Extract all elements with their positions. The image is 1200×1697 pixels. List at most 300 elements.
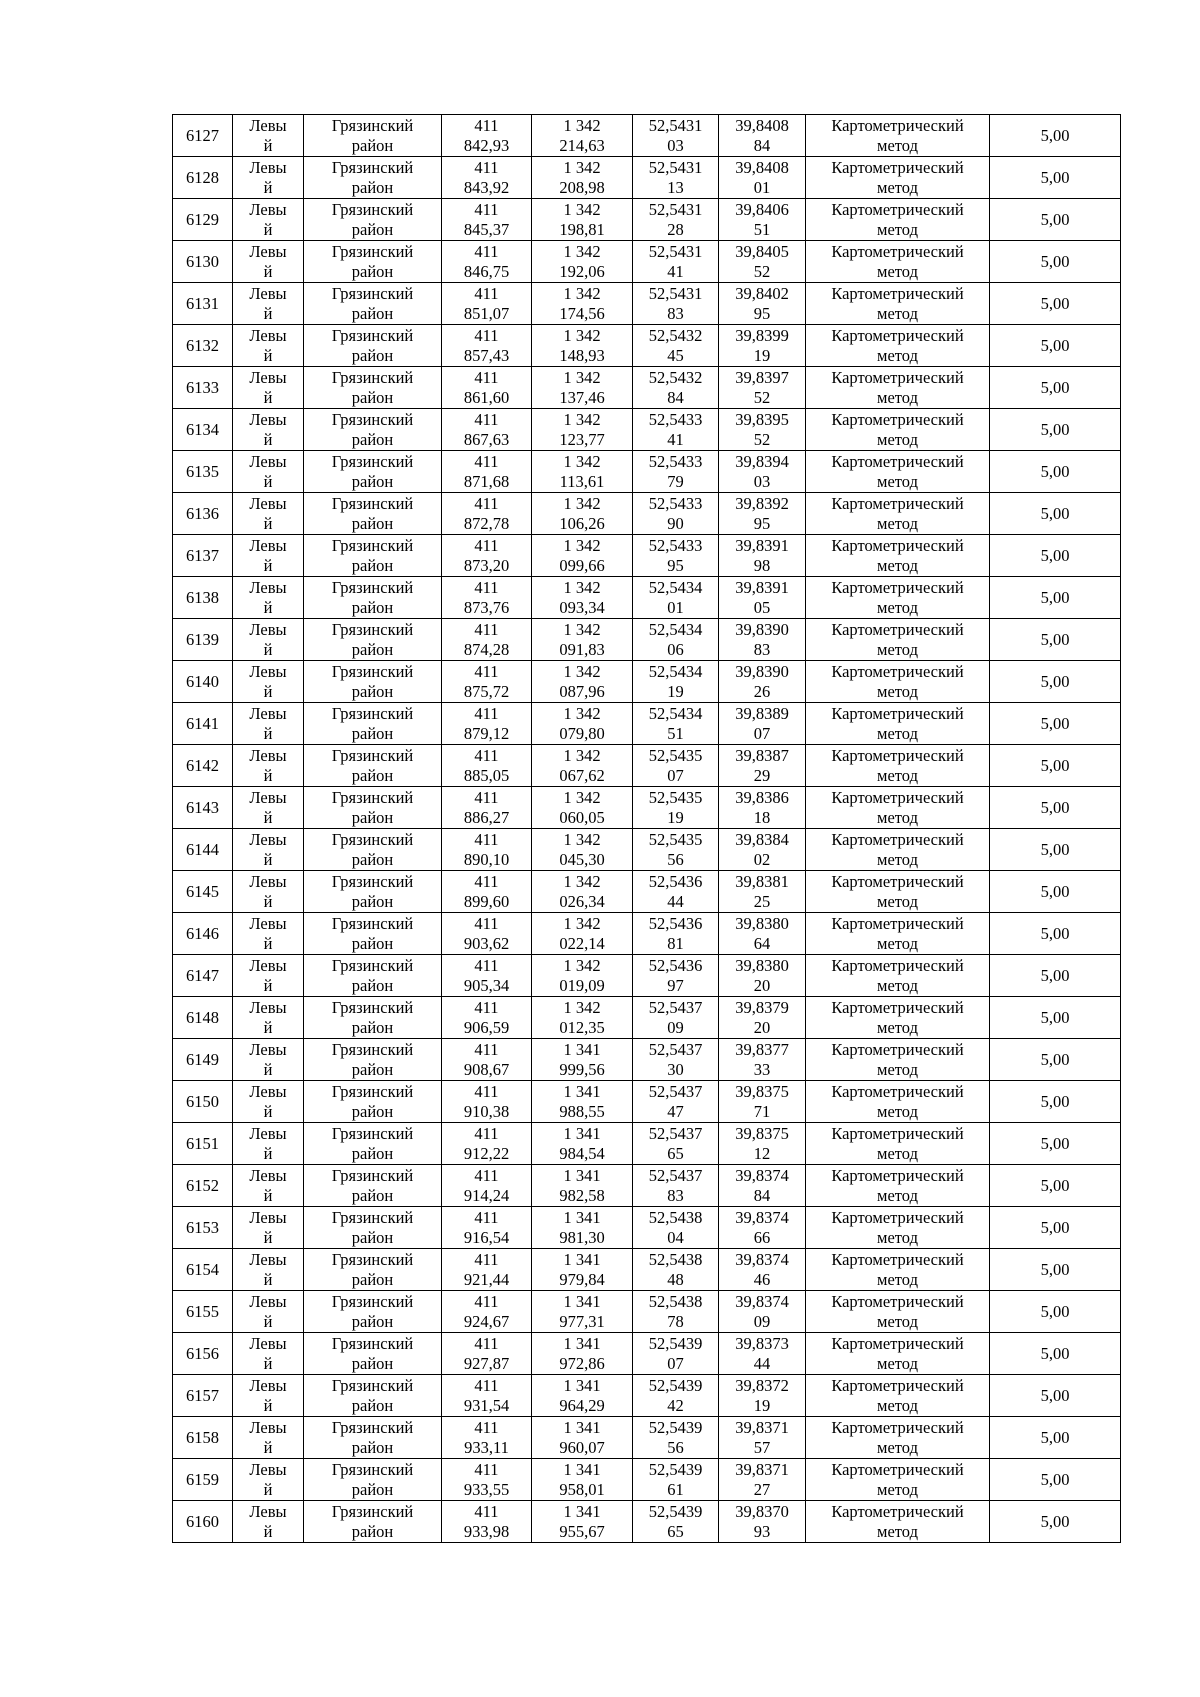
longitude-cell bbox=[719, 1459, 806, 1501]
method-cell bbox=[806, 745, 990, 787]
district-cell-line: Грязинский bbox=[331, 116, 414, 135]
accuracy-cell: 5,00 bbox=[990, 1081, 1121, 1123]
table-row bbox=[173, 1291, 1121, 1333]
y-coordinate-cell bbox=[532, 661, 633, 703]
method-cell bbox=[806, 1375, 990, 1417]
y-coordinate-cell-line: 958,01 bbox=[559, 1480, 605, 1499]
district-cell bbox=[304, 1291, 442, 1333]
latitude-cell bbox=[633, 787, 719, 829]
district-cell-line: Грязинский bbox=[331, 620, 414, 639]
accuracy-cell: 5,00 bbox=[990, 1459, 1121, 1501]
latitude-cell-line: 28 bbox=[667, 220, 684, 239]
longitude-cell-line: 39,8371 bbox=[735, 1418, 789, 1437]
latitude-cell-line: 65 bbox=[667, 1522, 684, 1541]
y-coordinate-cell bbox=[532, 157, 633, 199]
district-cell bbox=[304, 1501, 442, 1543]
method-cell-line: Картометрический bbox=[831, 1208, 964, 1227]
latitude-cell-line: 04 bbox=[667, 1228, 684, 1247]
side-cell-line: Левы bbox=[249, 1166, 287, 1185]
method-cell-line: метод bbox=[877, 682, 918, 701]
latitude-cell-line: 52,5439 bbox=[648, 1334, 703, 1353]
y-coordinate-cell-line: 1 341 bbox=[563, 1376, 601, 1395]
y-coordinate-cell-line: 067,62 bbox=[559, 766, 605, 785]
method-cell-line: метод bbox=[877, 850, 918, 869]
method-cell-line: метод bbox=[877, 556, 918, 575]
point-number-cell: 6151 bbox=[173, 1123, 233, 1165]
longitude-cell bbox=[719, 619, 806, 661]
y-coordinate-cell-line: 1 342 bbox=[563, 410, 601, 429]
side-cell-line: й bbox=[263, 1102, 273, 1121]
district-cell-line: Грязинский bbox=[331, 1376, 414, 1395]
longitude-cell bbox=[719, 1291, 806, 1333]
y-coordinate-cell bbox=[532, 1459, 633, 1501]
point-number-cell: 6137 bbox=[173, 535, 233, 577]
y-coordinate-cell-line: 1 342 bbox=[563, 998, 601, 1017]
district-cell-line: Грязинский bbox=[331, 1166, 414, 1185]
side-cell-line: й bbox=[263, 1186, 273, 1205]
y-coordinate-cell-line: 1 342 bbox=[563, 620, 601, 639]
y-coordinate-cell-line: 977,31 bbox=[559, 1312, 605, 1331]
longitude-cell bbox=[719, 955, 806, 997]
side-cell-line: й bbox=[263, 1018, 273, 1037]
y-coordinate-cell-line: 123,77 bbox=[559, 430, 605, 449]
method-cell bbox=[806, 1165, 990, 1207]
latitude-cell-line: 52,5439 bbox=[648, 1460, 703, 1479]
table-row bbox=[173, 241, 1121, 283]
table-row bbox=[173, 745, 1121, 787]
longitude-cell-line: 39,8397 bbox=[735, 368, 789, 387]
latitude-cell-line: 30 bbox=[667, 1060, 684, 1079]
point-number-cell: 6160 bbox=[173, 1501, 233, 1543]
side-cell-line: й bbox=[263, 220, 273, 239]
accuracy-cell: 5,00 bbox=[990, 913, 1121, 955]
district-cell-line: Грязинский bbox=[331, 284, 414, 303]
side-cell-line: Левы bbox=[249, 284, 287, 303]
longitude-cell bbox=[719, 1501, 806, 1543]
district-cell-line: район bbox=[351, 388, 394, 407]
y-coordinate-cell bbox=[532, 1291, 633, 1333]
table-row bbox=[173, 1039, 1121, 1081]
method-cell bbox=[806, 1291, 990, 1333]
accuracy-cell: 5,00 bbox=[990, 1165, 1121, 1207]
table-row bbox=[173, 1459, 1121, 1501]
x-coordinate-cell-line: 875,72 bbox=[463, 682, 510, 701]
point-number-cell: 6128 bbox=[173, 157, 233, 199]
x-coordinate-cell-line: 924,67 bbox=[463, 1312, 510, 1331]
method-cell-line: метод bbox=[877, 1354, 918, 1373]
longitude-cell-line: 39,8408 bbox=[735, 158, 789, 177]
side-cell-line: й bbox=[263, 472, 273, 491]
side-cell-line: й bbox=[263, 1144, 273, 1163]
longitude-cell-line: 64 bbox=[753, 934, 771, 953]
accuracy-cell: 5,00 bbox=[990, 157, 1121, 199]
longitude-cell-line: 39,8394 bbox=[735, 452, 789, 471]
district-cell bbox=[304, 1039, 442, 1081]
latitude-cell-line: 52,5431 bbox=[648, 200, 703, 219]
y-coordinate-cell bbox=[532, 1249, 633, 1291]
district-cell-line: район bbox=[351, 1270, 394, 1289]
method-cell-line: Картометрический bbox=[831, 452, 964, 471]
method-cell-line: Картометрический bbox=[831, 998, 964, 1017]
district-cell-line: район bbox=[351, 724, 394, 743]
longitude-cell-line: 19 bbox=[753, 346, 771, 365]
x-coordinate-cell bbox=[442, 1207, 532, 1249]
side-cell-line: Левы bbox=[249, 1040, 287, 1059]
latitude-cell bbox=[633, 1459, 719, 1501]
accuracy-cell: 5,00 bbox=[990, 787, 1121, 829]
latitude-cell-line: 52,5431 bbox=[648, 116, 703, 135]
district-cell-line: район bbox=[351, 136, 394, 155]
district-cell bbox=[304, 1165, 442, 1207]
side-cell bbox=[233, 325, 304, 367]
x-coordinate-cell-line: 411 bbox=[474, 578, 499, 597]
side-cell-line: Левы bbox=[249, 1502, 287, 1521]
latitude-cell-line: 52,5433 bbox=[648, 452, 703, 471]
point-number-cell: 6155 bbox=[173, 1291, 233, 1333]
y-coordinate-cell-line: 1 341 bbox=[563, 1418, 601, 1437]
latitude-cell-line: 52,5435 bbox=[648, 788, 703, 807]
side-cell bbox=[233, 703, 304, 745]
y-coordinate-cell bbox=[532, 325, 633, 367]
side-cell bbox=[233, 829, 304, 871]
district-cell-line: район bbox=[351, 934, 394, 953]
y-coordinate-cell-line: 960,07 bbox=[559, 1438, 605, 1457]
district-cell-line: Грязинский bbox=[331, 830, 414, 849]
method-cell-line: Картометрический bbox=[831, 914, 964, 933]
table-row bbox=[173, 997, 1121, 1039]
table-row bbox=[173, 409, 1121, 451]
side-cell-line: Левы bbox=[249, 914, 287, 933]
point-number-cell: 6148 bbox=[173, 997, 233, 1039]
latitude-cell bbox=[633, 997, 719, 1039]
method-cell bbox=[806, 283, 990, 325]
method-cell bbox=[806, 1039, 990, 1081]
longitude-cell-line: 09 bbox=[753, 1312, 771, 1331]
point-number-cell: 6127 bbox=[173, 115, 233, 157]
method-cell bbox=[806, 661, 990, 703]
latitude-cell-line: 97 bbox=[667, 976, 684, 995]
x-coordinate-cell-line: 411 bbox=[474, 1124, 499, 1143]
district-cell-line: Грязинский bbox=[331, 872, 414, 891]
side-cell bbox=[233, 871, 304, 913]
table-row bbox=[173, 955, 1121, 997]
district-cell bbox=[304, 1375, 442, 1417]
y-coordinate-cell-line: 148,93 bbox=[559, 346, 605, 365]
district-cell-line: район bbox=[351, 892, 394, 911]
longitude-cell-line: 39,8374 bbox=[735, 1208, 789, 1227]
longitude-cell-line: 39,8372 bbox=[735, 1376, 789, 1395]
x-coordinate-cell-line: 411 bbox=[474, 746, 499, 765]
side-cell bbox=[233, 493, 304, 535]
accuracy-cell: 5,00 bbox=[990, 199, 1121, 241]
side-cell-line: й bbox=[263, 934, 273, 953]
district-cell bbox=[304, 283, 442, 325]
point-number-cell: 6144 bbox=[173, 829, 233, 871]
district-cell-line: район bbox=[351, 1354, 394, 1373]
x-coordinate-cell bbox=[442, 493, 532, 535]
y-coordinate-cell bbox=[532, 577, 633, 619]
district-cell-line: Грязинский bbox=[331, 662, 414, 681]
point-number-cell: 6159 bbox=[173, 1459, 233, 1501]
district-cell bbox=[304, 619, 442, 661]
point-number-cell: 6131 bbox=[173, 283, 233, 325]
method-cell bbox=[806, 829, 990, 871]
method-cell bbox=[806, 1459, 990, 1501]
longitude-cell bbox=[719, 1375, 806, 1417]
method-cell-line: Картометрический bbox=[831, 1460, 964, 1479]
x-coordinate-cell-line: 886,27 bbox=[463, 808, 510, 827]
district-cell-line: район bbox=[351, 178, 394, 197]
accuracy-cell: 5,00 bbox=[990, 283, 1121, 325]
side-cell-line: й bbox=[263, 1522, 273, 1541]
y-coordinate-cell bbox=[532, 241, 633, 283]
latitude-cell-line: 52,5434 bbox=[648, 620, 703, 639]
method-cell-line: метод bbox=[877, 1018, 918, 1037]
point-number-cell: 6133 bbox=[173, 367, 233, 409]
method-cell bbox=[806, 787, 990, 829]
district-cell-line: Грязинский bbox=[331, 746, 414, 765]
y-coordinate-cell-line: 137,46 bbox=[559, 388, 605, 407]
table-row bbox=[173, 115, 1121, 157]
method-cell bbox=[806, 955, 990, 997]
latitude-cell-line: 52,5435 bbox=[648, 830, 703, 849]
point-number-cell: 6145 bbox=[173, 871, 233, 913]
x-coordinate-cell-line: 890,10 bbox=[463, 850, 510, 869]
longitude-cell bbox=[719, 871, 806, 913]
district-cell-line: район bbox=[351, 1228, 394, 1247]
latitude-cell-line: 52,5436 bbox=[648, 914, 703, 933]
side-cell-line: й bbox=[263, 1312, 273, 1331]
district-cell-line: Грязинский bbox=[331, 494, 414, 513]
longitude-cell-line: 39,8399 bbox=[735, 326, 789, 345]
method-cell-line: Картометрический bbox=[831, 1166, 964, 1185]
district-cell-line: Грязинский bbox=[331, 200, 414, 219]
longitude-cell-line: 05 bbox=[753, 598, 771, 617]
method-cell bbox=[806, 493, 990, 535]
latitude-cell-line: 65 bbox=[667, 1144, 684, 1163]
method-cell bbox=[806, 1333, 990, 1375]
x-coordinate-cell-line: 411 bbox=[474, 452, 499, 471]
latitude-cell bbox=[633, 871, 719, 913]
side-cell bbox=[233, 745, 304, 787]
x-coordinate-cell-line: 411 bbox=[474, 998, 499, 1017]
y-coordinate-cell bbox=[532, 619, 633, 661]
x-coordinate-cell-line: 931,54 bbox=[463, 1396, 510, 1415]
latitude-cell-line: 07 bbox=[667, 1354, 684, 1373]
latitude-cell-line: 52,5438 bbox=[648, 1208, 703, 1227]
table-row bbox=[173, 1249, 1121, 1291]
district-cell-line: район bbox=[351, 766, 394, 785]
side-cell-line: й bbox=[263, 304, 273, 323]
accuracy-cell: 5,00 bbox=[990, 241, 1121, 283]
latitude-cell-line: 52,5439 bbox=[648, 1502, 703, 1521]
method-cell-line: метод bbox=[877, 1144, 918, 1163]
y-coordinate-cell-line: 019,09 bbox=[559, 976, 605, 995]
y-coordinate-cell bbox=[532, 493, 633, 535]
x-coordinate-cell-line: 411 bbox=[474, 1418, 499, 1437]
longitude-cell-line: 19 bbox=[753, 1396, 771, 1415]
x-coordinate-cell-line: 914,24 bbox=[463, 1186, 510, 1205]
latitude-cell-line: 90 bbox=[667, 514, 684, 533]
longitude-cell-line: 39,8405 bbox=[735, 242, 789, 261]
latitude-cell-line: 52,5432 bbox=[648, 326, 703, 345]
table-row bbox=[173, 1501, 1121, 1543]
x-coordinate-cell-line: 933,55 bbox=[463, 1480, 510, 1499]
side-cell-line: Левы bbox=[249, 494, 287, 513]
point-number-cell: 6135 bbox=[173, 451, 233, 493]
y-coordinate-cell bbox=[532, 997, 633, 1039]
latitude-cell bbox=[633, 241, 719, 283]
longitude-cell-line: 39,8392 bbox=[735, 494, 789, 513]
district-cell-line: Грязинский bbox=[331, 242, 414, 261]
y-coordinate-cell-line: 060,05 bbox=[559, 808, 605, 827]
district-cell-line: район bbox=[351, 640, 394, 659]
x-coordinate-cell bbox=[442, 1249, 532, 1291]
district-cell-line: район bbox=[351, 598, 394, 617]
latitude-cell-line: 52,5434 bbox=[648, 662, 703, 681]
x-coordinate-cell-line: 867,63 bbox=[463, 430, 510, 449]
side-cell-line: й bbox=[263, 1228, 273, 1247]
method-cell-line: метод bbox=[877, 472, 918, 491]
point-number-cell: 6150 bbox=[173, 1081, 233, 1123]
x-coordinate-cell-line: 861,60 bbox=[463, 388, 510, 407]
method-cell-line: Картометрический bbox=[831, 116, 964, 135]
district-cell-line: район bbox=[351, 430, 394, 449]
x-coordinate-cell bbox=[442, 1123, 532, 1165]
method-cell bbox=[806, 1123, 990, 1165]
y-coordinate-cell bbox=[532, 1165, 633, 1207]
y-coordinate-cell bbox=[532, 1039, 633, 1081]
district-cell-line: Грязинский bbox=[331, 704, 414, 723]
table-row bbox=[173, 1165, 1121, 1207]
accuracy-cell: 5,00 bbox=[990, 577, 1121, 619]
point-number-cell: 6158 bbox=[173, 1417, 233, 1459]
longitude-cell-line: 51 bbox=[753, 220, 771, 239]
district-cell bbox=[304, 451, 442, 493]
district-cell bbox=[304, 1459, 442, 1501]
table-row bbox=[173, 1333, 1121, 1375]
y-coordinate-cell bbox=[532, 367, 633, 409]
side-cell bbox=[233, 1165, 304, 1207]
y-coordinate-cell-line: 1 342 bbox=[563, 746, 601, 765]
table-row bbox=[173, 829, 1121, 871]
table-row bbox=[173, 325, 1121, 367]
x-coordinate-cell-line: 927,87 bbox=[463, 1354, 510, 1373]
side-cell bbox=[233, 1039, 304, 1081]
longitude-cell-line: 39,8374 bbox=[735, 1166, 789, 1185]
y-coordinate-cell-line: 1 342 bbox=[563, 704, 601, 723]
longitude-cell bbox=[719, 451, 806, 493]
side-cell-line: Левы bbox=[249, 872, 287, 891]
table-row bbox=[173, 913, 1121, 955]
x-coordinate-cell-line: 411 bbox=[474, 1376, 499, 1395]
district-cell bbox=[304, 115, 442, 157]
side-cell bbox=[233, 115, 304, 157]
longitude-cell-line: 84 bbox=[753, 1186, 771, 1205]
accuracy-cell: 5,00 bbox=[990, 661, 1121, 703]
longitude-cell-line: 39,8391 bbox=[735, 578, 789, 597]
x-coordinate-cell-line: 916,54 bbox=[463, 1228, 510, 1247]
x-coordinate-cell-line: 411 bbox=[474, 914, 499, 933]
district-cell-line: район bbox=[351, 346, 394, 365]
method-cell-line: метод bbox=[877, 1186, 918, 1205]
district-cell-line: Грязинский bbox=[331, 788, 414, 807]
latitude-cell bbox=[633, 1291, 719, 1333]
longitude-cell-line: 39,8374 bbox=[735, 1250, 789, 1269]
y-coordinate-cell-line: 1 342 bbox=[563, 578, 601, 597]
district-cell bbox=[304, 241, 442, 283]
y-coordinate-cell-line: 1 341 bbox=[563, 1208, 601, 1227]
method-cell-line: метод bbox=[877, 724, 918, 743]
point-number-cell: 6149 bbox=[173, 1039, 233, 1081]
latitude-cell bbox=[633, 367, 719, 409]
x-coordinate-cell bbox=[442, 871, 532, 913]
y-coordinate-cell-line: 099,66 bbox=[559, 556, 605, 575]
latitude-cell-line: 19 bbox=[667, 682, 684, 701]
district-cell-line: район bbox=[351, 1480, 394, 1499]
y-coordinate-cell bbox=[532, 871, 633, 913]
x-coordinate-cell-line: 851,07 bbox=[463, 304, 510, 323]
y-coordinate-cell-line: 984,54 bbox=[559, 1144, 605, 1163]
latitude-cell-line: 56 bbox=[667, 850, 684, 869]
method-cell-line: Картометрический bbox=[831, 1376, 964, 1395]
longitude-cell bbox=[719, 367, 806, 409]
x-coordinate-cell bbox=[442, 829, 532, 871]
accuracy-cell: 5,00 bbox=[990, 1333, 1121, 1375]
side-cell-line: й bbox=[263, 892, 273, 911]
method-cell-line: Картометрический bbox=[831, 284, 964, 303]
x-coordinate-cell-line: 903,62 bbox=[463, 934, 510, 953]
district-cell-line: Грязинский bbox=[331, 452, 414, 471]
latitude-cell bbox=[633, 283, 719, 325]
longitude-cell-line: 29 bbox=[753, 766, 771, 785]
x-coordinate-cell-line: 879,12 bbox=[463, 724, 510, 743]
y-coordinate-cell-line: 955,67 bbox=[559, 1522, 605, 1541]
method-cell-line: Картометрический bbox=[831, 1334, 964, 1353]
district-cell bbox=[304, 1333, 442, 1375]
y-coordinate-cell-line: 1 341 bbox=[563, 1292, 601, 1311]
latitude-cell bbox=[633, 829, 719, 871]
y-coordinate-cell-line: 1 341 bbox=[563, 1082, 601, 1101]
district-cell-line: район bbox=[351, 1018, 394, 1037]
x-coordinate-cell-line: 871,68 bbox=[463, 472, 510, 491]
point-number-cell: 6152 bbox=[173, 1165, 233, 1207]
accuracy-cell: 5,00 bbox=[990, 535, 1121, 577]
latitude-cell-line: 52,5434 bbox=[648, 704, 703, 723]
y-coordinate-cell-line: 1 342 bbox=[563, 956, 601, 975]
longitude-cell bbox=[719, 745, 806, 787]
x-coordinate-cell bbox=[442, 703, 532, 745]
method-cell bbox=[806, 409, 990, 451]
table-row bbox=[173, 283, 1121, 325]
x-coordinate-cell bbox=[442, 115, 532, 157]
side-cell-line: й bbox=[263, 178, 273, 197]
x-coordinate-cell-line: 411 bbox=[474, 326, 499, 345]
district-cell bbox=[304, 325, 442, 367]
side-cell bbox=[233, 1501, 304, 1543]
latitude-cell bbox=[633, 913, 719, 955]
side-cell-line: й bbox=[263, 514, 273, 533]
latitude-cell-line: 41 bbox=[667, 430, 684, 449]
district-cell-line: район bbox=[351, 1060, 394, 1079]
longitude-cell bbox=[719, 325, 806, 367]
x-coordinate-cell bbox=[442, 325, 532, 367]
accuracy-cell: 5,00 bbox=[990, 871, 1121, 913]
method-cell-line: метод bbox=[877, 1312, 918, 1331]
side-cell-line: Левы bbox=[249, 704, 287, 723]
side-cell-line: Левы bbox=[249, 956, 287, 975]
point-number-cell: 6136 bbox=[173, 493, 233, 535]
